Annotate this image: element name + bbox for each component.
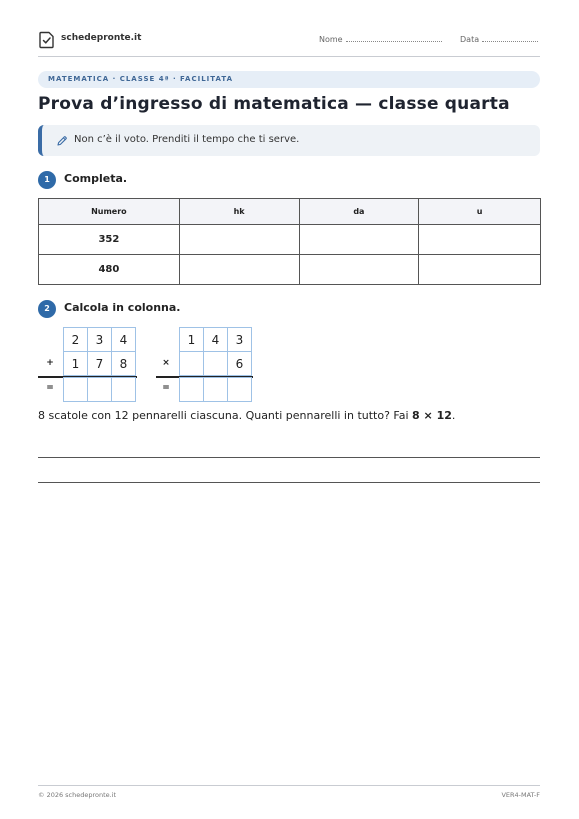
column-header-u: u [419, 199, 541, 225]
question-2-number: 2 [38, 300, 56, 318]
number-cell: 480 [39, 255, 180, 285]
times-sign: × [162, 358, 170, 368]
problem-end: . [451, 409, 456, 422]
question-1-number: 1 [38, 171, 56, 189]
equals-sign: = [162, 383, 170, 393]
pencil-icon [56, 135, 68, 147]
result-cell[interactable] [179, 377, 204, 402]
table-row [39, 225, 541, 255]
plus-sign: + [46, 358, 54, 368]
equals-sign: = [46, 383, 54, 393]
result-cell[interactable] [87, 377, 112, 402]
brand-name: schedepronte.it [61, 33, 142, 43]
name-label: Nome [319, 35, 343, 44]
checklist-logo-icon [38, 31, 55, 49]
copyright-text: © 2026 schedepronte.it [38, 791, 117, 799]
info-note [38, 125, 540, 156]
digit-cell: 3 [227, 327, 252, 352]
page-header [38, 30, 540, 57]
result-cell[interactable] [203, 377, 228, 402]
question-1-prompt: Completa. [64, 172, 128, 185]
number-cell: 352 [39, 225, 180, 255]
subject-tag: MATEMATICA · CLASSE 4ª · FACILITATA [38, 71, 540, 88]
result-cell[interactable] [111, 377, 136, 402]
answer-cell[interactable] [419, 255, 541, 285]
answer-line[interactable] [38, 457, 540, 458]
digit-cell [203, 351, 228, 376]
digit-cell: 1 [63, 351, 88, 376]
digit-cell: 1 [179, 327, 204, 352]
word-problem [38, 409, 455, 422]
answer-cell[interactable] [299, 255, 419, 285]
place-value-table [38, 198, 541, 285]
answer-line[interactable] [38, 482, 540, 483]
result-cell[interactable] [227, 377, 252, 402]
problem-text: 8 scatole con 12 pennarelli ciascuna. Quanti pennarelli in tutto? Fai [38, 409, 413, 422]
table-row [39, 255, 541, 285]
column-header-da: da [299, 199, 419, 225]
digit-cell: 4 [111, 327, 136, 352]
addition-grid [38, 327, 140, 403]
multiplication-grid [156, 327, 258, 403]
page-footer [38, 785, 540, 799]
table-header-row [39, 199, 541, 225]
digit-cell: 4 [203, 327, 228, 352]
problem-operation: 8 × 12 [412, 409, 452, 422]
column-header-hk: hk [179, 199, 299, 225]
answer-cell[interactable] [419, 225, 541, 255]
digit-cell: 6 [227, 351, 252, 376]
answer-cell[interactable] [179, 255, 299, 285]
digit-cell: 3 [87, 327, 112, 352]
note-text: Non c’è il voto. Prenditi il tempo che ti serve. [74, 134, 300, 145]
answer-cell[interactable] [299, 225, 419, 255]
digit-cell: 8 [111, 351, 136, 376]
digit-cell: 2 [63, 327, 88, 352]
document-code: VER4-MAT-F [501, 791, 540, 799]
name-field[interactable] [319, 35, 442, 44]
date-field[interactable] [460, 35, 538, 44]
digit-cell: 7 [87, 351, 112, 376]
page-title: Prova d’ingresso di matematica — classe quarta [38, 94, 510, 114]
column-header-number: Numero [39, 199, 180, 225]
question-2-prompt: Calcola in colonna. [64, 301, 181, 314]
date-label: Data [460, 35, 480, 44]
answer-cell[interactable] [179, 225, 299, 255]
result-cell[interactable] [63, 377, 88, 402]
digit-cell [179, 351, 204, 376]
